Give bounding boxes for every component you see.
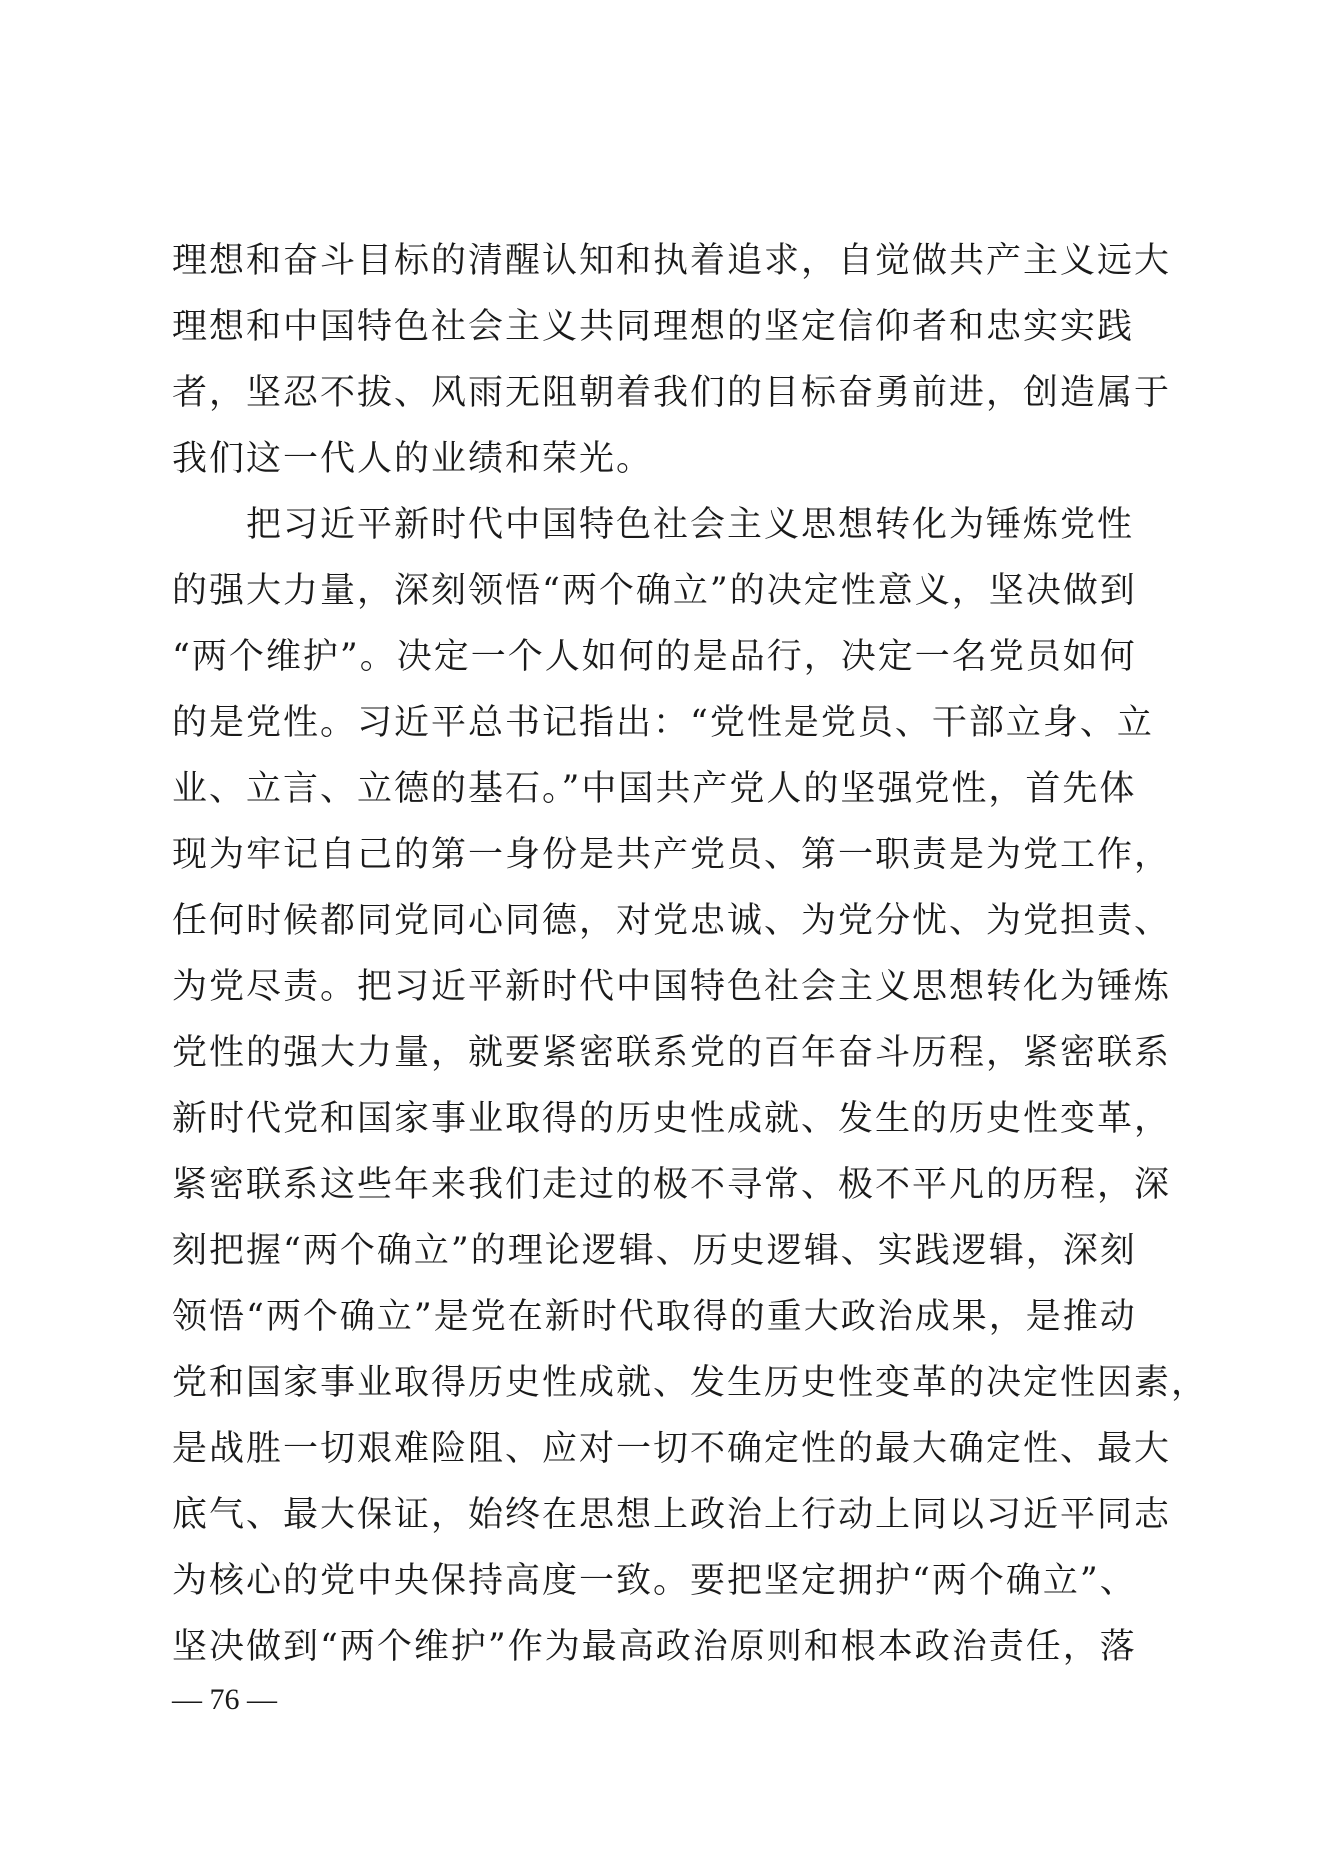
text-line: 者，坚忍不拔、风雨无阻朝着我们的目标奋勇前进，创造属于: [172, 373, 1172, 413]
text-line: 理想和中国特色社会主义共同理想的坚定信仰者和忠实实践: [172, 307, 1135, 347]
body-text: [172, 228, 1209, 1680]
text-line: 的强大力量，深刻领悟“两个确立”的决定性意义，坚决做到: [172, 571, 1137, 611]
text-line: 为党尽责。把习近平新时代中国特色社会主义思想转化为锤炼: [172, 967, 1172, 1007]
text-line: 刻把握“两个确立”的理论逻辑、历史逻辑、实践逻辑，深刻: [172, 1231, 1137, 1271]
text-line: 底气、最大保证，始终在思想上政治上行动上同以习近平同志: [172, 1495, 1172, 1535]
text-line: 为核心的党中央保持高度一致。要把坚定拥护“两个确立”、: [172, 1561, 1137, 1601]
text-line: 现为牢记自己的第一身份是共产党员、第一职责是为党工作，: [172, 835, 1172, 875]
text-line: 我们这一代人的业绩和荣光。: [172, 439, 654, 479]
text-line: 紧密联系这些年来我们走过的极不寻常、极不平凡的历程，深: [172, 1165, 1172, 1205]
text-line: 领悟“两个确立”是党在新时代取得的重大政治成果，是推动: [172, 1297, 1137, 1337]
paragraph-start-line: 把习近平新时代中国特色社会主义思想转化为锤炼党性: [246, 505, 1135, 545]
page-number: — 76 —: [172, 1683, 277, 1716]
text-line: 党性的强大力量，就要紧密联系党的百年奋斗历程，紧密联系: [172, 1033, 1172, 1073]
text-line: 任何时候都同党同心同德，对党忠诚、为党分忧、为党担责、: [172, 901, 1172, 941]
text-line: 坚决做到“两个维护”作为最高政治原则和根本政治责任，落: [172, 1627, 1137, 1667]
text-line: “两个维护”。决定一个人如何的是品行，决定一名党员如何: [172, 637, 1137, 677]
text-line: 是战胜一切艰难险阻、应对一切不确定性的最大确定性、最大: [172, 1429, 1172, 1469]
text-line: 理想和奋斗目标的清醒认知和执着追求，自觉做共产主义远大: [172, 241, 1172, 281]
text-line: 新时代党和国家事业取得的历史性成就、发生的历史性变革，: [172, 1099, 1172, 1139]
text-line: 业、立言、立德的基石。”中国共产党人的坚强党性，首先体: [172, 769, 1137, 809]
text-line: 的是党性。习近平总书记指出：“党性是党员、干部立身、立: [172, 703, 1154, 743]
text-line: 党和国家事业取得历史性成就、发生历史性变革的决定性因素，: [172, 1363, 1209, 1403]
